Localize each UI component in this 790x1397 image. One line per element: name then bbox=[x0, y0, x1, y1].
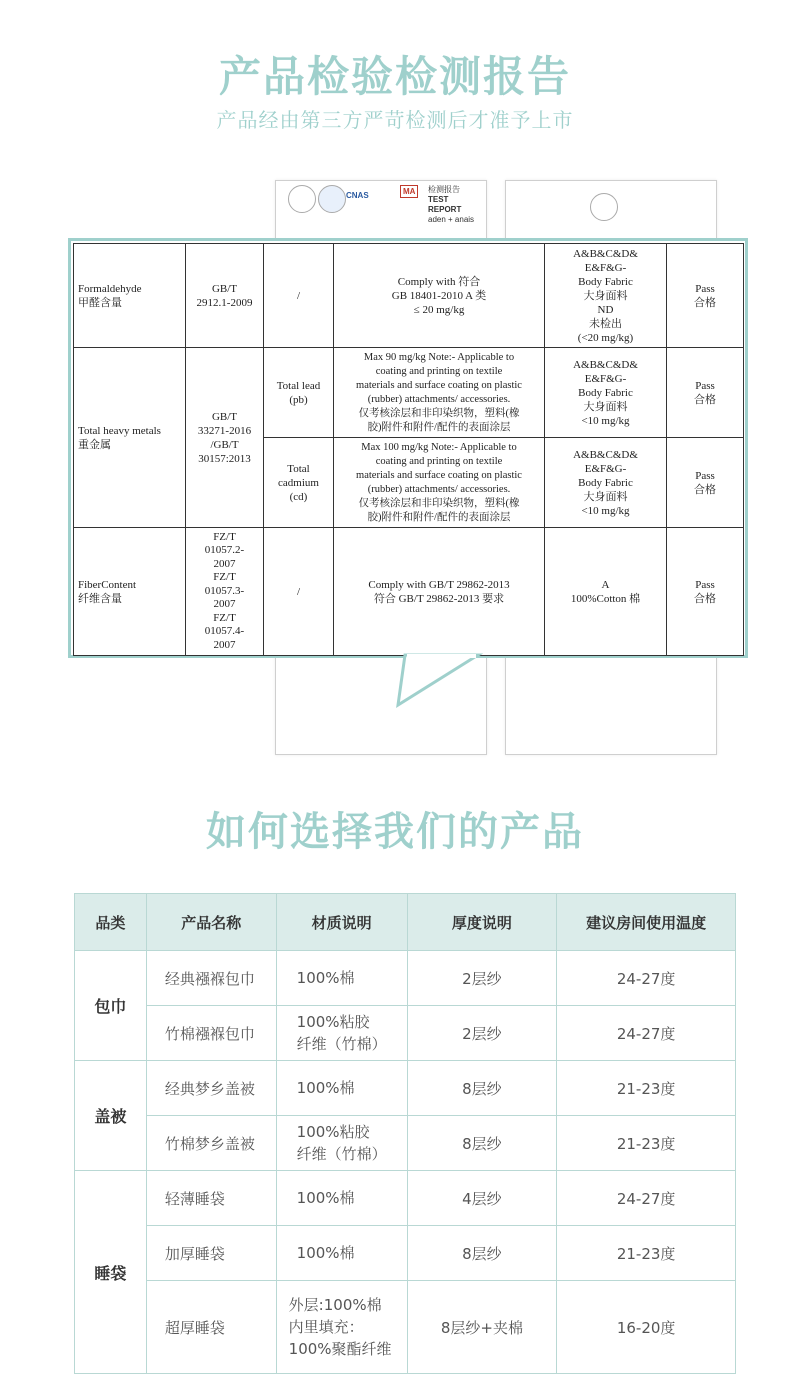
product-name: 经典襁褓包巾 bbox=[146, 951, 276, 1006]
material: 100%粘胶 纤维（竹棉） bbox=[276, 1006, 407, 1061]
test-verdict: Pass 合格 bbox=[667, 244, 744, 348]
test-requirement: Comply with 符合 GB 18401-2010 A 类 ≤ 20 mg/kg bbox=[334, 244, 545, 348]
product-name: 竹棉梦乡盖被 bbox=[146, 1116, 276, 1171]
test-item: Formaldehyde 甲醛含量 bbox=[74, 244, 186, 348]
thickness: 8层纱+夹棉 bbox=[407, 1281, 557, 1374]
accreditation-logo-icon bbox=[318, 185, 346, 213]
room-temperature: 24-27度 bbox=[557, 1171, 736, 1226]
column-header: 厚度说明 bbox=[407, 894, 557, 951]
test-results-callout bbox=[68, 238, 748, 658]
test-verdict: Pass 合格 bbox=[667, 348, 744, 438]
cnas-logo: CNAS bbox=[346, 191, 369, 200]
test-result: A 100%Cotton 棉 bbox=[545, 528, 667, 656]
table-row bbox=[75, 951, 736, 1006]
table-header-row bbox=[75, 894, 736, 951]
category-cell: 睡袋 bbox=[75, 1171, 147, 1374]
test-item: Total heavy metals 重金属 bbox=[74, 348, 186, 528]
product-guide-table bbox=[74, 893, 736, 1374]
table-row bbox=[75, 1006, 736, 1061]
thickness: 8层纱 bbox=[407, 1061, 557, 1116]
report-label: 检测报告 TEST REPORT aden + anais bbox=[428, 185, 475, 224]
material: 100%棉 bbox=[276, 1226, 407, 1281]
test-method: GB/T 33271-2016 /GB/T 30157:2013 bbox=[186, 348, 264, 528]
page-subtitle: 产品经由第三方严苛检测后才准予上市 bbox=[216, 108, 574, 132]
test-verdict: Pass 合格 bbox=[667, 528, 744, 656]
room-temperature: 21-23度 bbox=[557, 1061, 736, 1116]
table-row bbox=[75, 1116, 736, 1171]
room-temperature: 24-27度 bbox=[557, 1006, 736, 1061]
test-method: GB/T 2912.1-2009 bbox=[186, 244, 264, 348]
test-subitem: Total cadmium (cd) bbox=[264, 438, 334, 528]
test-subitem: / bbox=[264, 244, 334, 348]
thickness: 8层纱 bbox=[407, 1226, 557, 1281]
table-row bbox=[74, 348, 744, 438]
table-row bbox=[75, 1281, 736, 1374]
column-header: 建议房间使用温度 bbox=[557, 894, 736, 951]
test-item: FiberContent 纤维含量 bbox=[74, 528, 186, 656]
material: 100%棉 bbox=[276, 1171, 407, 1226]
table-row bbox=[75, 1061, 736, 1116]
test-requirement: Max 90 mg/kg Note:- Applicable to coating and printing on textile materials and surface coating on plastic (rubber) attachments/ accessories. 仅考核涂层和非印染织物，塑料(橡 胶)附件和附件/配件的表面涂层 bbox=[334, 348, 545, 438]
material: 100%粘胶 纤维（竹棉） bbox=[276, 1116, 407, 1171]
room-temperature: 24-27度 bbox=[557, 951, 736, 1006]
test-requirement: Comply with GB/T 29862-2013 符合 GB/T 29862-2013 要求 bbox=[334, 528, 545, 656]
test-method: FZ/T 01057.2- 2007 FZ/T 01057.3- 2007 FZ/T 01057.4- 2007 bbox=[186, 528, 264, 656]
test-subitem: / bbox=[264, 528, 334, 656]
certification-seal-icon bbox=[590, 193, 618, 221]
table-row bbox=[74, 244, 744, 348]
product-name: 竹棉襁褓包巾 bbox=[146, 1006, 276, 1061]
test-subitem: Total lead (pb) bbox=[264, 348, 334, 438]
test-results-table bbox=[73, 243, 744, 656]
test-result: A&B&C&D& E&F&G- Body Fabric 大身面料 ND 未检出 (<20 mg/kg) bbox=[545, 244, 667, 348]
room-temperature: 21-23度 bbox=[557, 1116, 736, 1171]
category-cell: 包巾 bbox=[75, 951, 147, 1061]
category-cell: 盖被 bbox=[75, 1061, 147, 1171]
thickness: 2层纱 bbox=[407, 1006, 557, 1061]
test-verdict: Pass 合格 bbox=[667, 438, 744, 528]
table-row bbox=[74, 528, 744, 656]
table-row bbox=[75, 1226, 736, 1281]
material: 外层:100%棉 内里填充： 100%聚酯纤维 bbox=[276, 1281, 407, 1374]
ma-logo: MA bbox=[400, 185, 418, 198]
section-title: 如何选择我们的产品 bbox=[206, 809, 584, 855]
column-header: 材质说明 bbox=[276, 894, 407, 951]
room-temperature: 21-23度 bbox=[557, 1226, 736, 1281]
thickness: 2层纱 bbox=[407, 951, 557, 1006]
material: 100%棉 bbox=[276, 1061, 407, 1116]
product-name: 加厚睡袋 bbox=[146, 1226, 276, 1281]
thickness: 4层纱 bbox=[407, 1171, 557, 1226]
test-result: A&B&C&D& E&F&G- Body Fabric 大身面料 <10 mg/kg bbox=[545, 438, 667, 528]
test-result: A&B&C&D& E&F&G- Body Fabric 大身面料 <10 mg/kg bbox=[545, 348, 667, 438]
page-title: 产品检验检测报告 bbox=[218, 52, 571, 101]
product-name: 经典梦乡盖被 bbox=[146, 1061, 276, 1116]
product-name: 超厚睡袋 bbox=[146, 1281, 276, 1374]
table-row bbox=[75, 1171, 736, 1226]
certification-seal-icon bbox=[288, 185, 316, 213]
test-requirement: Max 100 mg/kg Note:- Applicable to coating and printing on textile materials and surface coating on plastic (rubber) attachments/ accessories. 仅考核涂层和非印染织物，塑料(橡 胶)附件和附件/配件的表面涂层 bbox=[334, 438, 545, 528]
room-temperature: 16-20度 bbox=[557, 1281, 736, 1374]
material: 100%棉 bbox=[276, 951, 407, 1006]
product-name: 轻薄睡袋 bbox=[146, 1171, 276, 1226]
column-header: 品类 bbox=[75, 894, 147, 951]
thickness: 8层纱 bbox=[407, 1116, 557, 1171]
column-header: 产品名称 bbox=[146, 894, 276, 951]
